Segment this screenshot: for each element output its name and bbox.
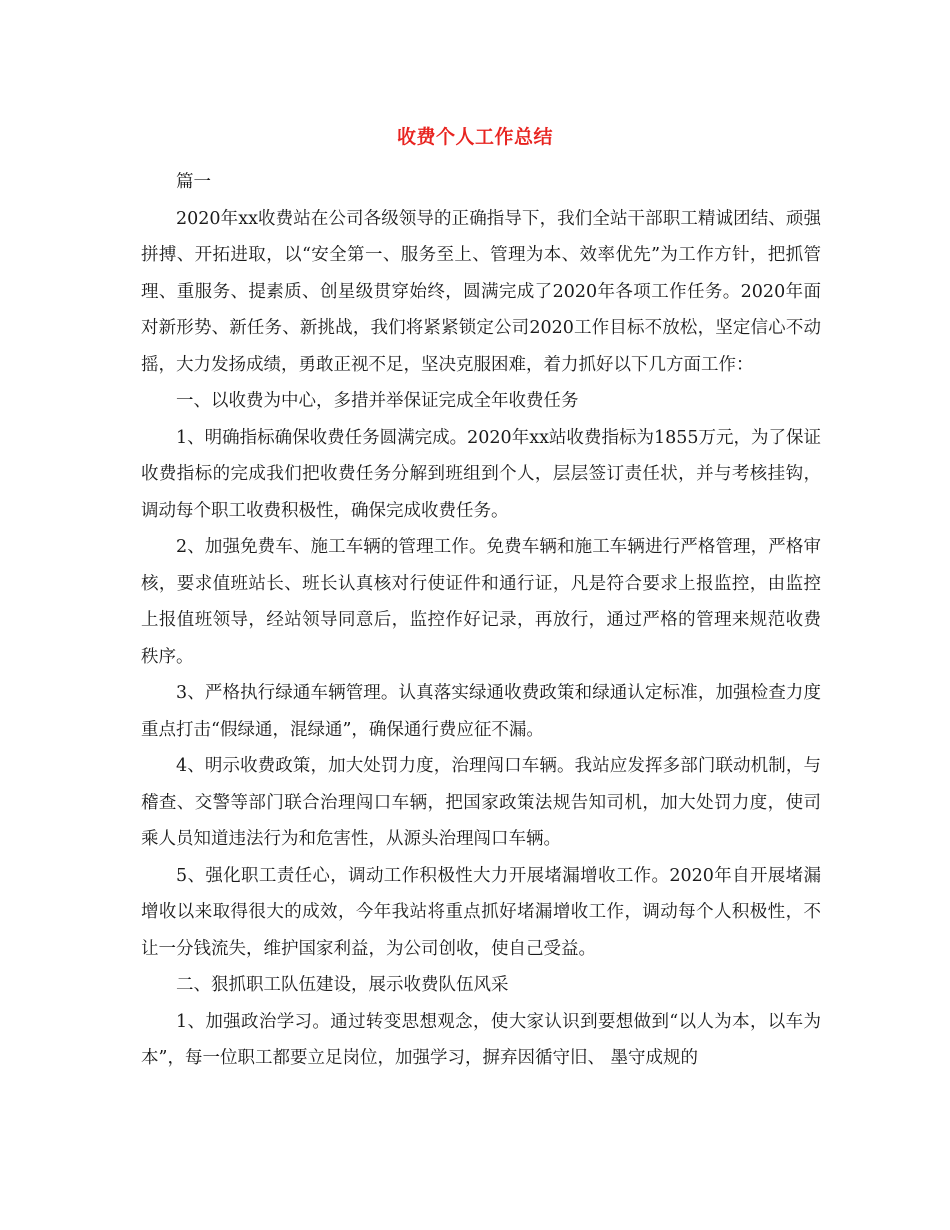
section-heading: 篇一 (176, 172, 211, 192)
section-heading: 一、以收费为中心，多措并举保证完成全年收费任务 (176, 391, 579, 411)
document-body (141, 164, 821, 1077)
body-paragraph: 4、明示收费政策，加大处罚力度，治理闯口车辆。我站应发挥多部门联动机制，与稽查、交警等部门联合治理闯口车辆，把国家政策法规告知司机，加大处罚力度，使司乘人员知道违法行为和危害性，从源头治理闯口车辆。 (141, 756, 821, 849)
body-paragraph: 3、严格执行绿通车辆管理。认真落实绿通收费政策和绿通认定标准，加强检查力度重点打击“假绿通，混绿通”，确保通行费应征不漏。 (141, 683, 821, 740)
body-paragraph: 2、加强免费车、施工车辆的管理工作。免费车辆和施工车辆进行严格管理，严格审核，要求值班站长、班长认真核对行使证件和通行证，凡是符合要求上报监控，由监控上报值班领导，经站领导同意后，监控作好记录，再放行，通过严格的管理来规范收费秩序。 (141, 537, 821, 667)
document-title: 收费个人工作总结 (396, 126, 553, 148)
body-paragraph: 1、明确指标确保收费任务圆满完成。2020年xx站收费指标为1855万元，为了保证收费指标的完成我们把收费任务分解到班组到个人，层层签订责任状，并与考核挂钩，调动每个职工收费积极性，确保完成收费任务。 (141, 427, 821, 521)
body-paragraph: 5、强化职工责任心，调动工作积极性大力开展堵漏增收工作。2020年自开展堵漏增收以来取得很大的成效，今年我站将重点抓好堵漏增收工作，调动每个人积极性，不让一分钱流失，维护国家利益，为公司创收，使自己受益。 (141, 865, 821, 959)
body-paragraph: 2020年xx收费站在公司各级领导的正确指导下，我们全站干部职工精诚团结、顽强拼搏、开拓进取，以“安全第一、服务至上、管理为本、效率优先”为工作方针，把抓管理、重服务、提素质、创星级贯穿始终，圆满完成了2020年各项工作任务。2020年面对新形势、新任务、新挑战，我们将紧紧锁定公司2020工作目标不放松，坚定信心不动摇，大力发扬成绩，勇敢正视不足，坚决克服困难，着力抓好以下几方面工作： (141, 208, 821, 375)
body-paragraph: 1、加强政治学习。通过转变思想观念，使大家认识到要想做到“以人为本，以车为本”，每一位职工都要立足岗位，加强学习，摒弃因循守旧、 墨守成规的 (141, 1011, 821, 1068)
section-heading: 二、狠抓职工队伍建设，展示收费队伍风采 (176, 975, 509, 995)
